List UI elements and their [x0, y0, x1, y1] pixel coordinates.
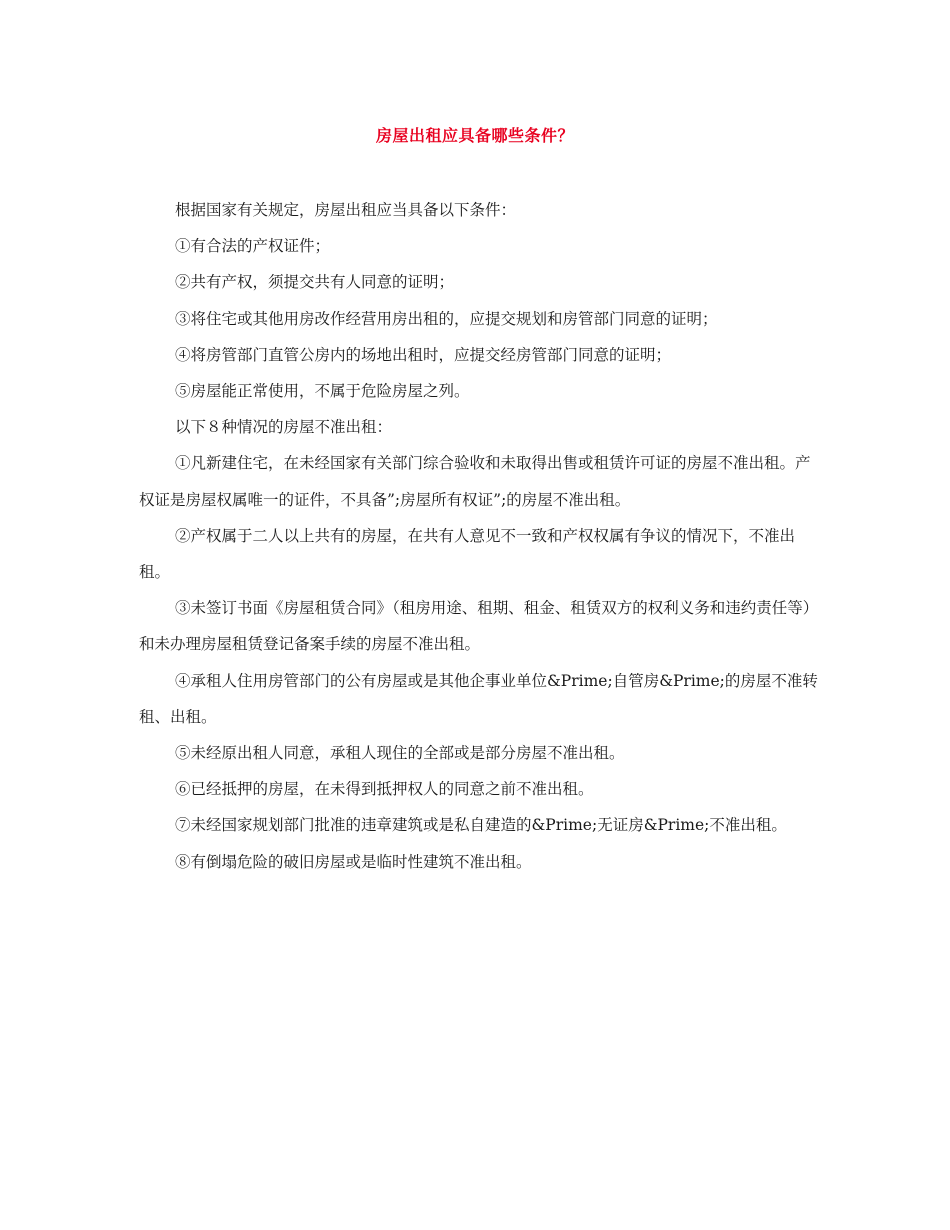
paragraph-prohibited-4: ④承租人住用房管部门的公有房屋或是其他企事业单位&Prime;自管房&Prime;的房屋不准转租、出租。: [139, 671, 818, 726]
paragraph-condition-5: ⑤房屋能正常使用，不属于危险房屋之列。: [175, 382, 470, 401]
paragraph-prohibited-2: ②产权属于二人以上共有的房屋，在共有人意见不一致和产权权属有争议的情况下，不准出租。: [139, 526, 796, 582]
document-title: 房屋出租应具备哪些条件？: [375, 126, 574, 145]
paragraph-condition-1: ①有合法的产权证件；: [175, 237, 331, 256]
paragraph-prohibited-6: ⑥已经抵押的房屋，在未得到抵押权人的同意之前不准出租。: [175, 780, 594, 799]
paragraph-condition-2: ②共有产权，须提交共有人同意的证明；: [175, 273, 455, 292]
paragraph-prohibited-1: ①凡新建住宅，在未经国家有关部门综合验收和未取得出售或租赁许可证的房屋不准出租。产权证是房屋权属唯一的证件，不具备”;房屋所有权证”;的房屋不准出租。: [139, 454, 811, 509]
paragraph-prohibited-7: ⑦未经国家规划部门批准的违章建筑或是私自建造的&Prime;无证房&Prime;不准出租。: [175, 816, 787, 835]
paragraph-prohibited-3: ③未签订书面《房屋租赁合同》（租房用途、租期、租金、租赁双方的权利义务和违约责任等）和未办理房屋租赁登记备案手续的房屋不准出租。: [139, 599, 819, 654]
document-body: [139, 192, 819, 880]
paragraph-prohibited-intro: 以下８种情况的房屋不准出租：: [175, 418, 393, 437]
paragraph-intro: 根据国家有关规定，房屋出租应当具备以下条件：: [175, 201, 517, 219]
paragraph-prohibited-5: ⑤未经原出租人同意，承租人现住的全部或是部分房屋不准出租。: [175, 744, 625, 763]
paragraph-prohibited-8: ⑧有倒塌危险的破旧房屋或是临时性建筑不准出租。: [175, 852, 532, 871]
paragraph-condition-4: ④将房管部门直管公房内的场地出租时，应提交经房管部门同意的证明；: [175, 345, 672, 364]
paragraph-condition-3: ③将住宅或其他用房改作经营用房出租的，应提交规划和房管部门同意的证明；: [175, 309, 718, 328]
